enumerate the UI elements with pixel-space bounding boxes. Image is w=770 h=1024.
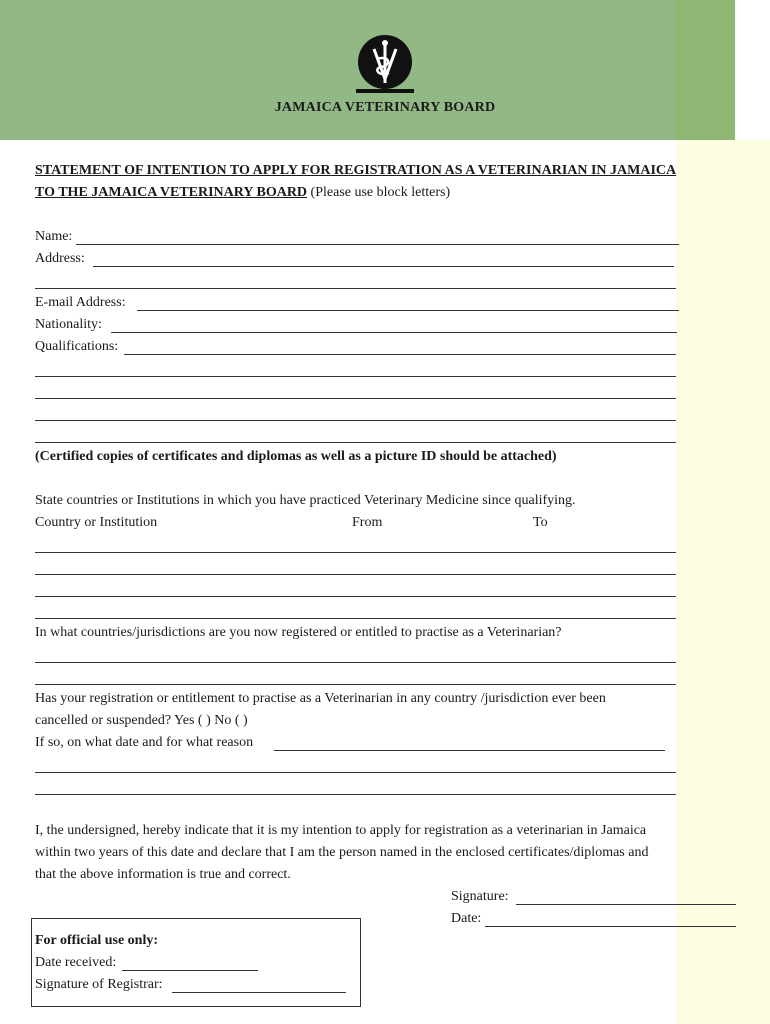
statement-heading-line2 [35,184,450,202]
qualifications-field-line2[interactable] [35,376,676,377]
name-field[interactable] [76,244,679,245]
address-field-line2[interactable] [35,288,676,289]
registrar-signature-label: Signature of Registrar: [35,977,163,992]
cancelled-question-line2: cancelled or suspended? Yes ( ) No ( ) [35,713,248,728]
to-column-header: To [533,515,548,530]
practice-row-1[interactable] [35,552,676,553]
date-label: Date: [451,911,482,926]
statement-heading-line2-text: TO THE JAMAICA VETERINARY BOARD [35,185,308,200]
registered-question: In what countries/jurisdictions are you now registered or entitled to practise as a Veterinarian? [35,625,562,640]
from-column-header: From [352,515,383,530]
practice-row-2[interactable] [35,574,676,575]
statement-heading-line1: STATEMENT OF INTENTION TO APPLY FOR REGISTRATION AS A VETERINARIAN IN JAMAICA [35,163,677,178]
qualifications-field-line4[interactable] [35,420,676,421]
address-field[interactable] [93,266,674,267]
reason-field[interactable] [274,750,665,751]
email-field[interactable] [137,310,679,311]
cancelled-question-line1: Has your registration or entitlement to practise as a Veterinarian in any country /jurisdiction ever been [35,691,606,706]
practice-question: State countries or Institutions in which you have practiced Veterinary Medicine since qualifying. [35,493,576,508]
date-received-field[interactable] [122,970,258,971]
nationality-field[interactable] [111,332,677,333]
registered-answer-line2[interactable] [35,684,676,685]
date-field[interactable] [485,926,736,927]
header-edge [676,0,735,140]
reason-field-line2[interactable] [35,772,676,773]
qualifications-field-line3[interactable] [35,398,676,399]
qualifications-label: Qualifications: [35,339,119,354]
board-title: JAMAICA VETERINARY BOARD [274,100,496,115]
registrar-signature-field[interactable] [172,992,346,993]
practice-row-4[interactable] [35,618,676,619]
registered-answer-line1[interactable] [35,662,676,663]
address-label: Address: [35,251,85,266]
email-label: E-mail Address: [35,295,126,310]
declaration-line3: that the above information is true and correct. [35,867,291,882]
block-letters-note: (Please use block letters) [307,185,451,200]
name-label: Name: [35,229,73,244]
date-received-label: Date received: [35,955,117,970]
signature-field[interactable] [516,904,736,905]
reason-label: If so, on what date and for what reason [35,735,254,750]
declaration-line1: I, the undersigned, hereby indicate that it is my intention to apply for registration as a veterinarian in Jamaica [35,823,647,838]
official-use-heading: For official use only: [35,933,159,948]
caduceus-v-logo-icon [355,35,415,95]
certified-copies-note: (Certified copies of certificates and diplomas as well as a picture ID should be attached) [35,449,557,464]
signature-label: Signature: [451,889,509,904]
reason-field-line3[interactable] [35,794,676,795]
declaration-line2: within two years of this date and declare that I am the person named in the enclosed certificates/diplomas and [35,845,649,860]
practice-row-3[interactable] [35,596,676,597]
country-column-header: Country or Institution [35,515,158,530]
qualifications-field[interactable] [124,354,676,355]
page-margin [735,0,770,140]
nationality-label: Nationality: [35,317,102,332]
side-strip [676,140,770,1024]
qualifications-field-line5[interactable] [35,442,676,443]
